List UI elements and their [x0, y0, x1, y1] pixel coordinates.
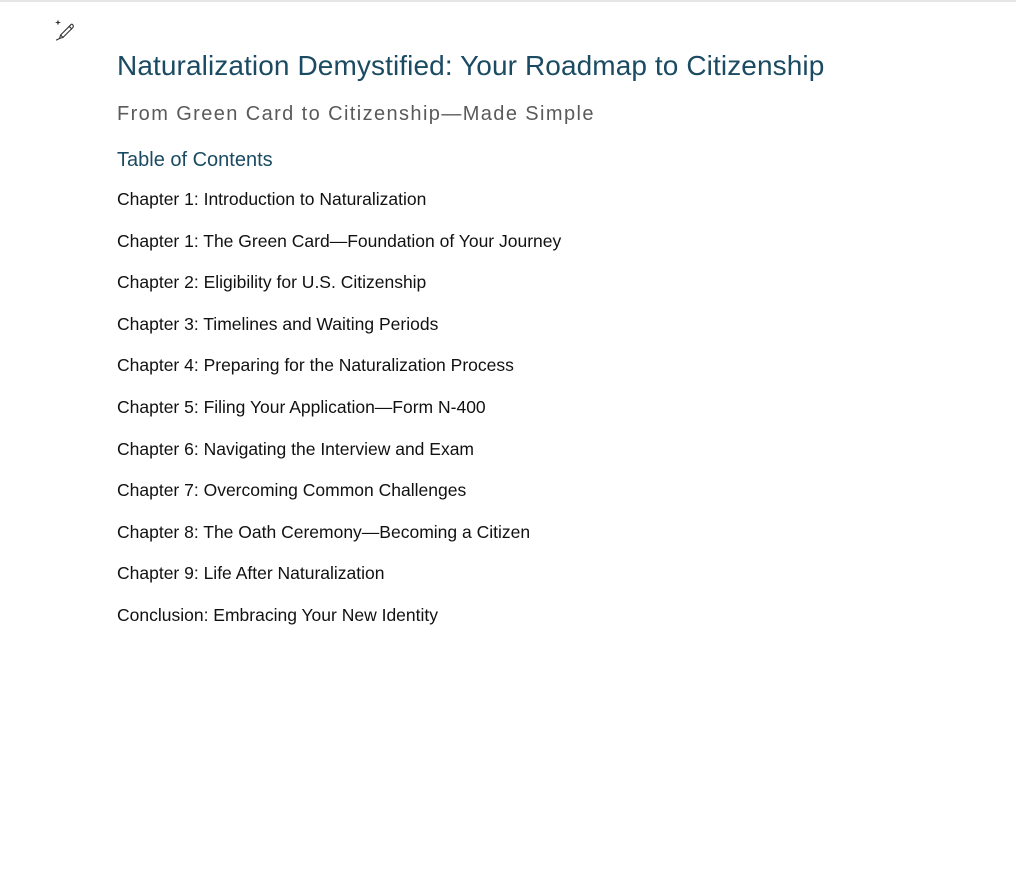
toc-item[interactable]: Chapter 6: Navigating the Interview and Exam: [117, 438, 474, 459]
toc-item[interactable]: Chapter 1: The Green Card—Foundation of Your Journey: [117, 230, 562, 251]
toc-item[interactable]: Conclusion: Embracing Your New Identity: [117, 604, 439, 625]
toc-heading: Table of Contents: [117, 149, 273, 171]
document-subtitle: From Green Card to Citizenship—Made Simple: [117, 103, 595, 125]
toc-item[interactable]: Chapter 5: Filing Your Application—Form N-400: [117, 396, 486, 417]
toc-item[interactable]: Chapter 1: Introduction to Naturalization: [117, 189, 427, 209]
table-of-contents: [117, 187, 561, 645]
toc-item[interactable]: Chapter 2: Eligibility for U.S. Citizenship: [117, 272, 427, 293]
toc-item[interactable]: Chapter 3: Timelines and Waiting Periods: [117, 313, 439, 334]
toc-item[interactable]: Chapter 4: Preparing for the Naturalization Process: [117, 355, 514, 376]
top-border: [0, 0, 1016, 2]
toc-item[interactable]: Chapter 9: Life After Naturalization: [117, 563, 385, 584]
magic-pen-icon[interactable]: [53, 18, 77, 42]
document-title: Naturalization Demystified: Your Roadmap to Citizenship: [117, 50, 825, 81]
toc-item[interactable]: Chapter 7: Overcoming Common Challenges: [117, 480, 467, 501]
toc-item[interactable]: Chapter 8: The Oath Ceremony—Becoming a Citizen: [117, 521, 531, 542]
